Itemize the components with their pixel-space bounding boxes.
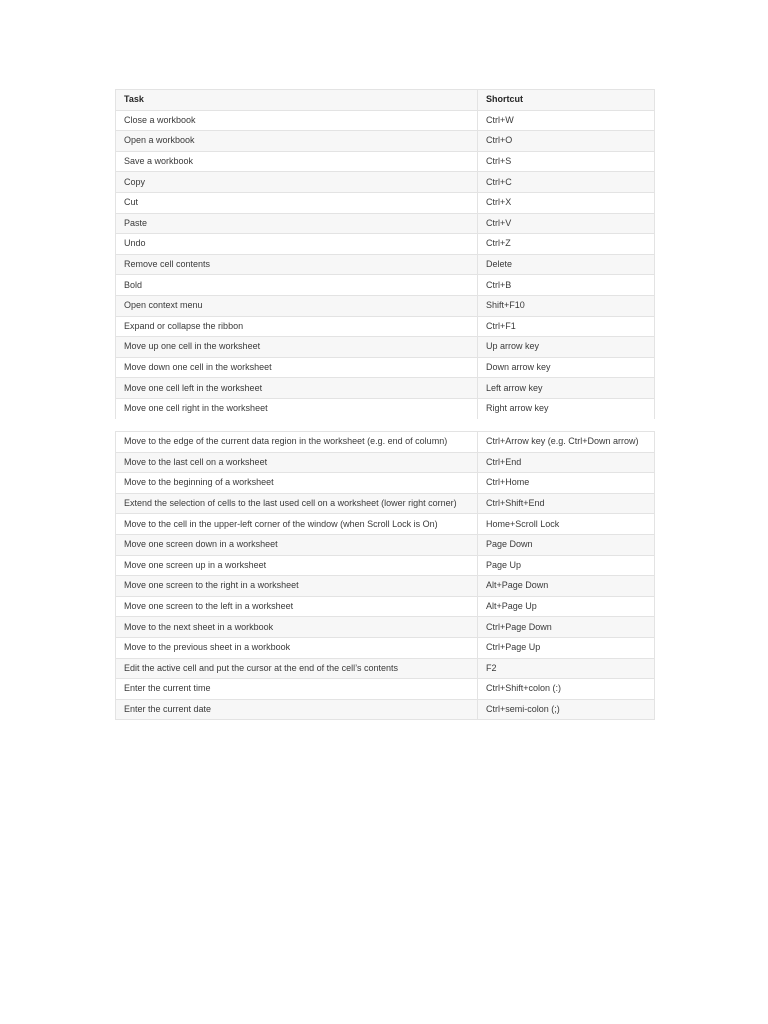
task-cell: Save a workbook [116,151,478,172]
shortcut-cell: Ctrl+B [478,275,655,296]
shortcut-cell: Shift+F10 [478,295,655,316]
task-cell: Paste [116,213,478,234]
table-row [116,151,655,172]
shortcut-cell: Ctrl+X [478,192,655,213]
shortcut-cell: Home+Scroll Lock [478,514,655,535]
table-row [116,337,655,358]
table-row [116,192,655,213]
table-row [116,699,655,720]
task-cell: Move to the last cell on a worksheet [116,452,478,473]
table-row [116,378,655,399]
task-cell: Move to the edge of the current data region in the worksheet (e.g. end of column) [116,432,478,453]
shortcut-cell: Ctrl+semi-colon (;) [478,699,655,720]
task-cell: Move up one cell in the worksheet [116,337,478,358]
shortcut-cell: Ctrl+O [478,131,655,152]
shortcut-cell: Ctrl+W [478,110,655,131]
shortcut-cell: Ctrl+Home [478,473,655,494]
table-row [116,555,655,576]
shortcut-cell: Ctrl+C [478,172,655,193]
task-cell: Move down one cell in the worksheet [116,357,478,378]
shortcut-cell: Ctrl+Page Down [478,617,655,638]
task-cell: Move to the beginning of a worksheet [116,473,478,494]
task-cell: Move one screen up in a worksheet [116,555,478,576]
task-cell: Open a workbook [116,131,478,152]
shortcut-cell: Alt+Page Down [478,576,655,597]
task-cell: Move one cell right in the worksheet [116,398,478,418]
shortcut-cell: Ctrl+Z [478,234,655,255]
table-row [116,658,655,679]
table-row [116,596,655,617]
shortcut-table-part-1 [115,89,655,419]
shortcut-cell: Delete [478,254,655,275]
table-row [116,357,655,378]
table-row [116,254,655,275]
shortcut-cell: Right arrow key [478,398,655,418]
task-cell: Edit the active cell and put the cursor at the end of the cell’s contents [116,658,478,679]
task-cell: Move one screen to the left in a worksheet [116,596,478,617]
table-row [116,493,655,514]
table-row [116,617,655,638]
task-cell: Move to the cell in the upper-left corner of the window (when Scroll Lock is On) [116,514,478,535]
task-cell: Enter the current time [116,679,478,700]
shortcut-cell: Alt+Page Up [478,596,655,617]
table-row [116,234,655,255]
task-cell: Move one screen to the right in a worksheet [116,576,478,597]
shortcut-cell: Ctrl+F1 [478,316,655,337]
table-row [116,637,655,658]
task-cell: Move one screen down in a worksheet [116,534,478,555]
shortcut-cell: Ctrl+Page Up [478,637,655,658]
task-cell: Close a workbook [116,110,478,131]
task-column-header: Task [116,90,478,111]
table-body-part-2 [116,432,655,720]
task-cell: Remove cell contents [116,254,478,275]
shortcut-cell: Page Up [478,555,655,576]
task-cell: Copy [116,172,478,193]
task-cell: Open context menu [116,295,478,316]
table-row [116,452,655,473]
task-cell: Move to the previous sheet in a workbook [116,637,478,658]
table-row [116,213,655,234]
shortcut-cell: Ctrl+Shift+colon (:) [478,679,655,700]
shortcut-cell: Down arrow key [478,357,655,378]
shortcut-table-part-2 [115,431,655,720]
task-cell: Expand or collapse the ribbon [116,316,478,337]
table-row [116,110,655,131]
shortcut-cell: Ctrl+Arrow key (e.g. Ctrl+Down arrow) [478,432,655,453]
table-header-row [116,90,655,111]
shortcut-cell: F2 [478,658,655,679]
shortcut-cell: Page Down [478,534,655,555]
shortcut-cell: Up arrow key [478,337,655,358]
table-row [116,534,655,555]
task-cell: Undo [116,234,478,255]
table-row [116,679,655,700]
table-row [116,131,655,152]
table-row [116,398,655,418]
shortcut-cell: Left arrow key [478,378,655,399]
task-cell: Move to the next sheet in a workbook [116,617,478,638]
table-row [116,275,655,296]
table-row [116,316,655,337]
table-body-part-1 [116,110,655,418]
shortcut-cell: Ctrl+End [478,452,655,473]
task-cell: Cut [116,192,478,213]
task-cell: Enter the current date [116,699,478,720]
table-row [116,576,655,597]
shortcut-cell: Ctrl+Shift+End [478,493,655,514]
table-row [116,295,655,316]
shortcut-column-header: Shortcut [478,90,655,111]
table-row [116,172,655,193]
table-row [116,432,655,453]
task-cell: Bold [116,275,478,296]
shortcut-cell: Ctrl+S [478,151,655,172]
shortcut-cell: Ctrl+V [478,213,655,234]
table-row [116,473,655,494]
task-cell: Extend the selection of cells to the last used cell on a worksheet (lower right corner) [116,493,478,514]
task-cell: Move one cell left in the worksheet [116,378,478,399]
table-row [116,514,655,535]
